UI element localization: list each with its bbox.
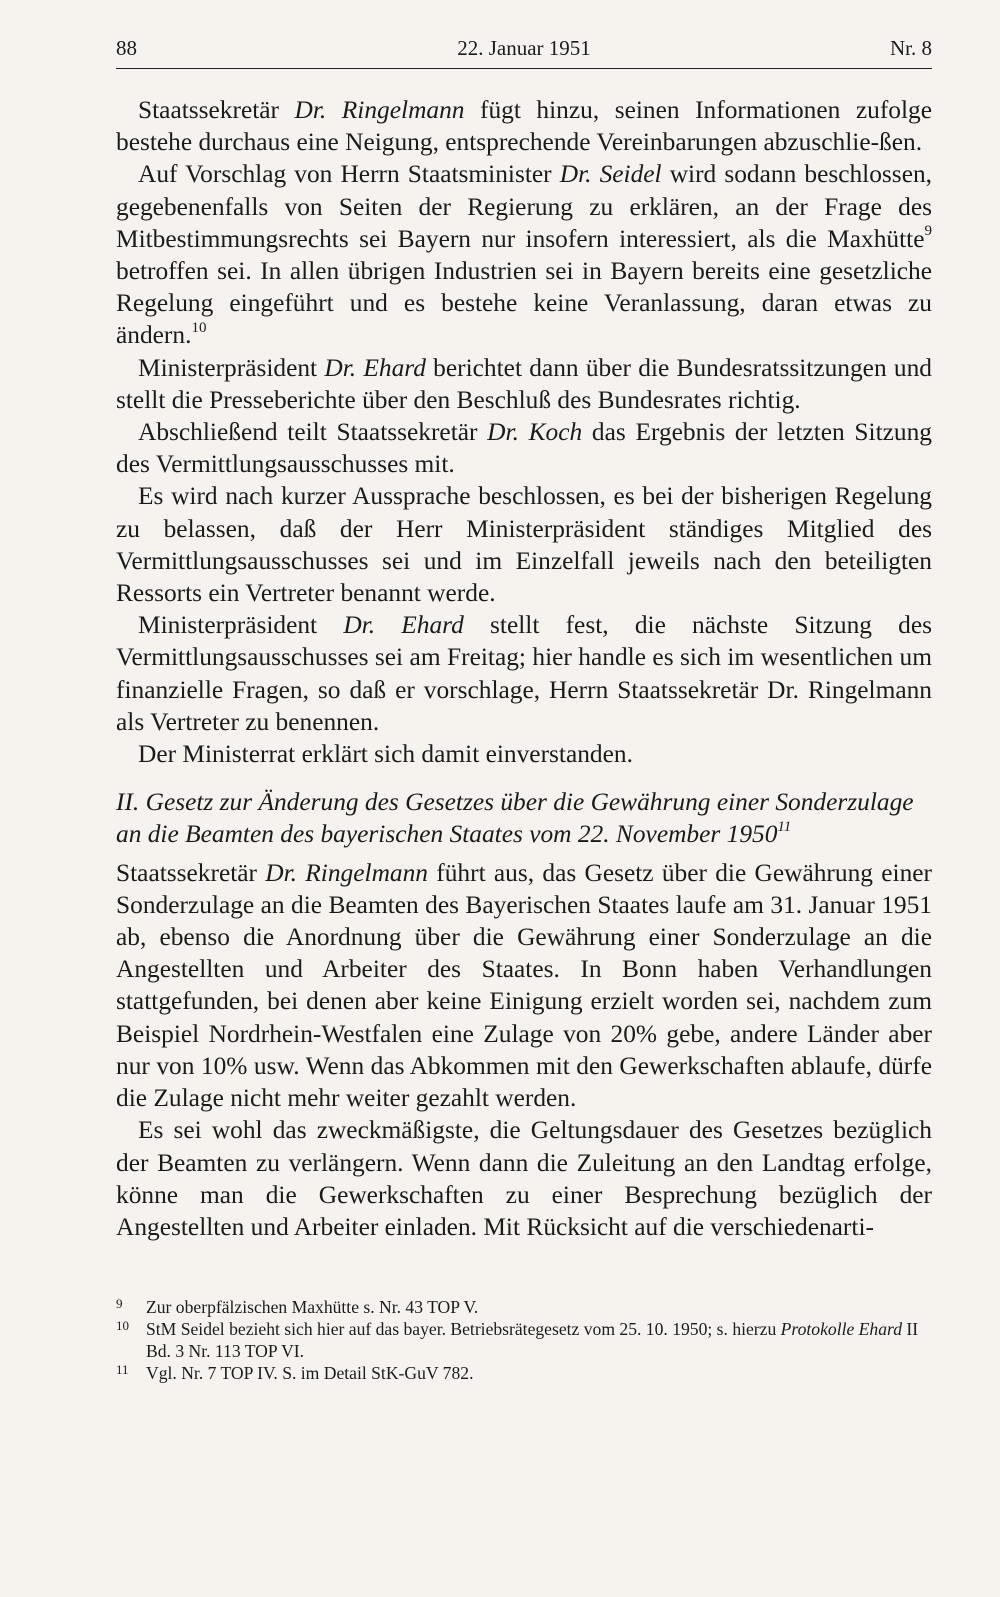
- paragraph: [116, 158, 932, 351]
- speaker-name: Dr. Seidel: [559, 160, 662, 189]
- text-run: das Ergebnis der letzten Sitzung des Vermittlungsausschusses mit.: [116, 418, 932, 479]
- footnote: [116, 1318, 932, 1362]
- footnote-text: StM Seidel bezieht sich hier auf das bayer. Betriebsrätegesetz vom 25. 10. 1950; s. hierzu: [146, 1319, 781, 1339]
- speaker-name: Dr. Ringelmann: [265, 858, 429, 887]
- text-run: fügt hinzu, seinen Informationen zufolge bestehe durchaus eine Neigung, entsprechende Vereinbarungen abzuschlie-ßen.: [116, 96, 932, 157]
- speaker-name: Dr. Ringelmann: [294, 96, 465, 124]
- paragraph: [116, 480, 932, 609]
- footnote-marker: 10: [191, 319, 207, 336]
- text-run: Abschließend teilt Staatssekretär: [138, 418, 488, 447]
- footnote-text: Zur oberpfälzischen Maxhütte s. Nr. 43 TOP V.: [146, 1297, 479, 1317]
- footnote-number: 9: [116, 1296, 123, 1311]
- paragraph: [116, 857, 932, 1115]
- speaker-name: Dr. Koch: [487, 418, 583, 447]
- speaker-name: Dr. Ehard: [324, 353, 426, 382]
- footnote-marker: 9: [924, 223, 932, 240]
- paragraph: [116, 1114, 932, 1243]
- paragraph: [116, 738, 932, 770]
- paragraph: [116, 416, 932, 480]
- document-page: [116, 0, 932, 1597]
- text-run: Ministerpräsident: [138, 611, 344, 640]
- footnote-marker: 11: [777, 819, 792, 835]
- footnote: [116, 1296, 932, 1318]
- issue-number: Nr. 8: [890, 36, 932, 60]
- page-number: 88: [116, 36, 137, 60]
- paragraph: [116, 352, 932, 416]
- citation-title: Protokolle Ehard: [780, 1319, 903, 1339]
- header-date: 22. Januar 1951: [457, 36, 591, 60]
- footnotes: [116, 1296, 932, 1384]
- paragraph: [116, 609, 932, 738]
- text-run: berichtet dann über die Bundesratssitzungen und stellt die Presseberichte über den Beschluß des Bundesrates richtig.: [116, 353, 932, 414]
- footnote-text: Vgl. Nr. 7 TOP IV. S. im Detail StK-GuV 782.: [146, 1363, 474, 1383]
- text-run: Es sei wohl das zweckmäßigste, die Geltungsdauer des Gesetzes bezüglich der Beamten zu verlängern. Wenn dann die Zuleitung an den Landtag erfolge, könne man die Gewerkschaften zu einer Besprechung bezüglich der Angestellten und Arbeiter einladen. Mit Rücksicht auf die verschiedenarti-: [116, 1116, 932, 1241]
- text-run: Der Ministerrat erklärt sich damit einverstanden.: [138, 740, 633, 769]
- text-run: betroffen sei. In allen übrigen Industrien sei in Bayern bereits eine gesetzliche Regelung eingeführt und es bestehe keine Veranlassung, daran etwas zu ändern.: [116, 257, 932, 350]
- footnote-number: 11: [116, 1362, 129, 1377]
- text-run: Staatssekretär: [138, 96, 295, 124]
- speaker-name: Dr. Ehard: [343, 611, 464, 640]
- footnote: [116, 1362, 932, 1384]
- paragraph: [116, 94, 932, 158]
- section-heading: [116, 786, 932, 850]
- running-header: [116, 34, 932, 69]
- text-run: Es wird nach kurzer Aussprache beschlossen, es bei der bisherigen Regelung zu belassen, daß der Herr Ministerpräsident ständiges Mitglied des Vermittlungsausschusses sei und im Einzelfall jeweils nach den beteiligten Ressorts ein Vertreter benannt werde.: [116, 482, 932, 608]
- heading-text: II. Gesetz zur Änderung des Gesetzes über die Gewährung einer Sonderzulage an die Beamten des bayerischen Staates vom 22. November 1950: [116, 788, 914, 849]
- text-run: wird sodann beschlossen, gegebenenfalls von Seiten der Regierung zu erklären, an der Frage des Mitbestimmungsrechts sei Bayern nur insofern interessiert, als die Maxhütte: [116, 160, 933, 253]
- text-run: Staatssekretär: [116, 858, 266, 887]
- text-run: stellt fest, die nächste Sitzung des Vermittlungsausschusses sei am Freitag; hier handle es sich im wesentlichen um finanzielle Fragen, so daß er vorschlage, Herrn Staatssekretär Dr. Ringelmann als Vertreter zu benennen.: [116, 611, 933, 736]
- footnote-number: 10: [116, 1318, 129, 1333]
- text-run: führt aus, das Gesetz über die Gewährung einer Sonderzulage an die Beamten des Bayerischen Staates laufe am 31. Januar 1951 ab, ebenso die Anordnung über die Gewährung einer Sonderzulage an die Angestellten und Arbeiter des Staates. In Bonn haben Verhandlungen stattgefunden, bei denen aber keine Einigung erzielt worden sei, nachdem zum Beispiel Nordrhein-Westfalen eine Zulage von 20% gebe, andere Länder aber nur von 10% usw. Wenn das Abkommen mit den Gewerkschaften ablaufe, dürfe die Zulage nicht mehr weiter gezahlt werden.: [116, 858, 932, 1113]
- text-run: Auf Vorschlag von Herrn Staatsminister: [138, 160, 560, 189]
- main-text: [116, 94, 932, 1243]
- footnote-text: II Bd. 3 Nr. 113 TOP VI.: [146, 1319, 919, 1361]
- text-run: Ministerpräsident: [138, 353, 325, 382]
